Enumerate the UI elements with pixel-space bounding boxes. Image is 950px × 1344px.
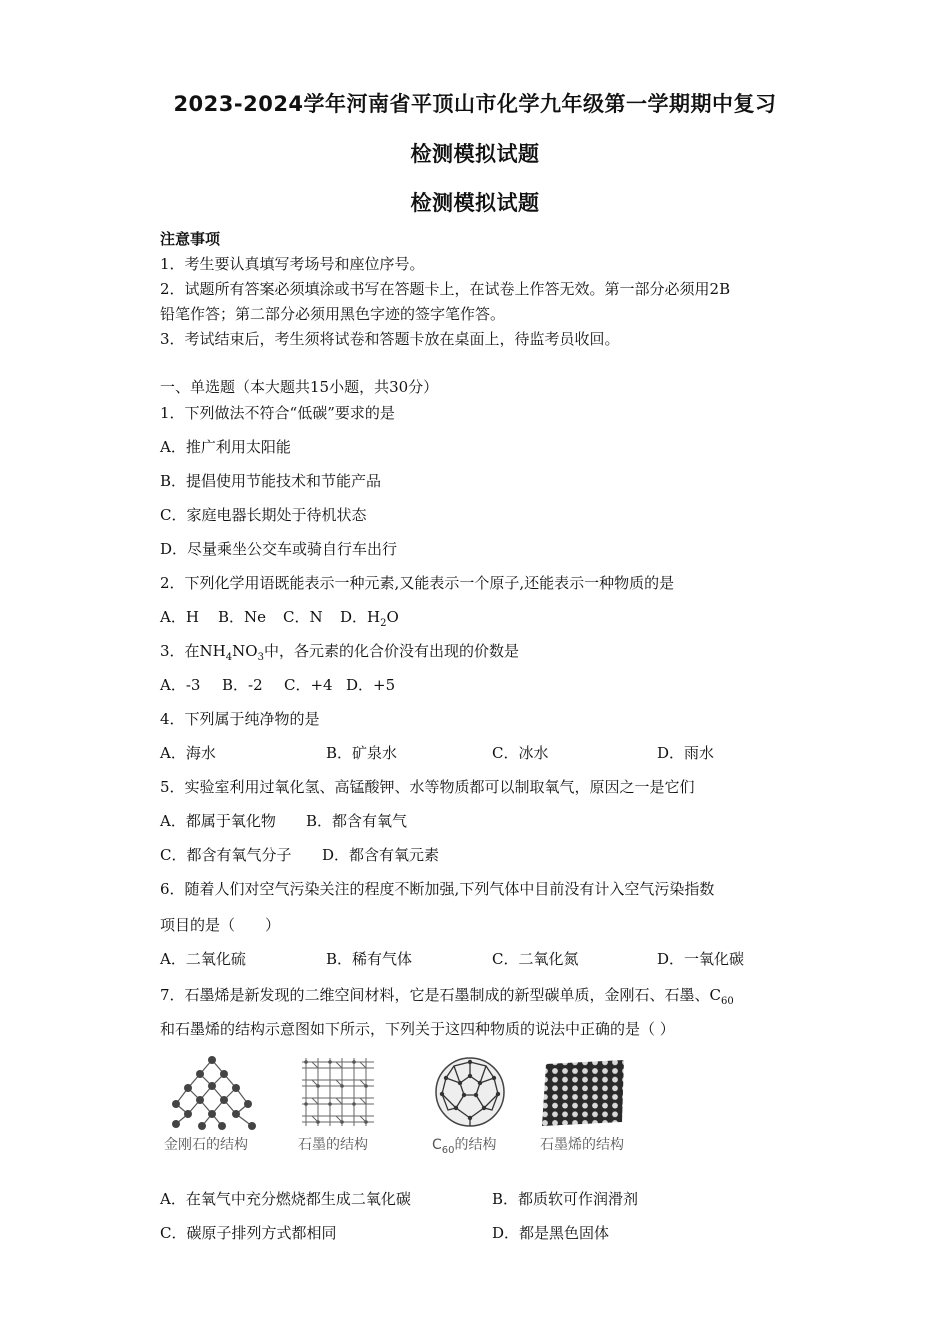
diamond-caption: 金刚石的结构 — [164, 1137, 248, 1153]
q6-stem-line1: 6．随着人们对空气污染关注的程度不断加强,下列气体中目前没有计入空气污染指数 — [160, 880, 715, 898]
c60-structure-figure — [430, 1054, 510, 1130]
q4-option-c: C．冰水 — [492, 744, 549, 762]
q6-option-a: A．二氧化硫 — [160, 950, 246, 968]
q2-option-d — [340, 606, 399, 629]
exam-title-line3: 检测模拟试题 — [410, 191, 540, 215]
q3-option-b: B．-2 — [222, 676, 263, 694]
q1-option-a: A．推广利用太阳能 — [160, 438, 291, 456]
q3-stem-prefix: 3．在NH — [160, 642, 226, 660]
q1-stem: 1．下列做法不符合“低碳”要求的是 — [160, 404, 395, 422]
q4-stem: 4．下列属于纯净物的是 — [160, 710, 320, 728]
q5-stem: 5．实验室利用过氧化氢、高锰酸钾、水等物质都可以制取氧气，原因之一是它们 — [160, 778, 695, 796]
q4-option-d: D．雨水 — [657, 744, 715, 762]
q6-option-d: D．一氧化碳 — [657, 950, 745, 968]
q7-option-a: A．在氧气中充分燃烧都生成二氧化碳 — [160, 1190, 411, 1208]
c60-caption-suffix: 的结构 — [454, 1137, 497, 1153]
q2-option-d-prefix: D．H — [340, 608, 381, 626]
c60-caption — [432, 1134, 497, 1156]
q4-option-a: A．海水 — [160, 744, 216, 762]
q5-option-a: A．都属于氧化物 — [160, 812, 276, 830]
q1-option-d: D．尽量乘坐公交车或骑自行车出行 — [160, 540, 398, 558]
q5-option-d: D．都含有氧元素 — [322, 846, 440, 864]
q7-option-b: B．都质软可作润滑剂 — [492, 1190, 639, 1208]
q1-option-c: C．家庭电器长期处于待机状态 — [160, 506, 367, 524]
q2-stem: 2．下列化学用语既能表示一种元素,又能表示一个原子,还能表示一种物质的是 — [160, 574, 675, 592]
q7-stem-line1 — [160, 984, 734, 1007]
q3-stem — [160, 640, 519, 663]
q3-stem-sub1: 4 — [225, 652, 233, 663]
graphene-structure-figure — [540, 1058, 628, 1128]
q3-stem-sub2: 3 — [257, 652, 264, 663]
q6-stem-line2: 项目的是（ ） — [160, 916, 281, 934]
notice-heading: 注意事项 — [160, 230, 221, 248]
q7-stem-line2: 和石墨烯的结构示意图如下所示，下列关于这四种物质的说法中正确的是（ ） — [160, 1020, 675, 1038]
q3-stem-suffix: 中，各元素的化合价没有出现的价数是 — [263, 642, 519, 660]
q5-option-b: B．都含有氧气 — [306, 812, 408, 830]
q6-option-c: C．二氧化氮 — [492, 950, 579, 968]
notice-item-3: 3．考试结束后，考生须将试卷和答题卡放在桌面上，待监考员收回。 — [160, 330, 620, 348]
notice-item-1: 1．考生要认真填写考场号和座位序号。 — [160, 255, 425, 273]
graphite-structure-figure — [298, 1054, 378, 1130]
q2-option-a: A．H — [160, 608, 199, 626]
notice-item-2: 2．试题所有答案必须填涂或书写在答题卡上，在试卷上作答无效。第一部分必须用2B — [160, 280, 731, 298]
q3-stem-mid: NO — [232, 642, 258, 660]
q3-option-c: C．+4 — [284, 676, 333, 694]
q2-option-d-suffix: O — [386, 608, 399, 626]
section-heading: 一、单选题（本大题共15小题，共30分） — [160, 378, 439, 396]
graphene-caption: 石墨烯的结构 — [540, 1137, 624, 1153]
c60-caption-sub: 60 — [441, 1144, 455, 1156]
q2-option-c: C．N — [283, 608, 323, 626]
q7-stem-line1-prefix: 7．石墨烯是新发现的二维空间材料，它是石墨制成的新型碳单质，金刚石、石墨、C — [160, 986, 722, 1004]
diamond-structure-figure — [162, 1052, 262, 1132]
q5-option-c: C．都含有氧气分子 — [160, 846, 292, 864]
q6-option-b: B．稀有气体 — [326, 950, 413, 968]
q3-option-d: D．+5 — [346, 676, 396, 694]
q7-option-c: C．碳原子排列方式都相同 — [160, 1224, 337, 1242]
c60-caption-prefix: C — [432, 1137, 442, 1153]
exam-title-line2: 检测模拟试题 — [410, 142, 540, 166]
graphite-caption: 石墨的结构 — [298, 1137, 368, 1153]
q7-stem-line1-sub: 60 — [721, 996, 734, 1007]
q3-option-a: A．-3 — [160, 676, 201, 694]
q7-option-d: D．都是黑色固体 — [492, 1224, 610, 1242]
q2-option-b: B．Ne — [218, 608, 267, 626]
exam-title-line1: 2023-2024学年河南省平顶山市化学九年级第一学期期中复习 — [173, 92, 777, 116]
q4-option-b: B．矿泉水 — [326, 744, 398, 762]
q1-option-b: B．提倡使用节能技术和节能产品 — [160, 472, 382, 490]
notice-item-2-cont: 铅笔作答；第二部分必须用黑色字迹的签字笔作答。 — [160, 305, 506, 323]
q2-option-d-subscript: 2 — [380, 618, 387, 629]
